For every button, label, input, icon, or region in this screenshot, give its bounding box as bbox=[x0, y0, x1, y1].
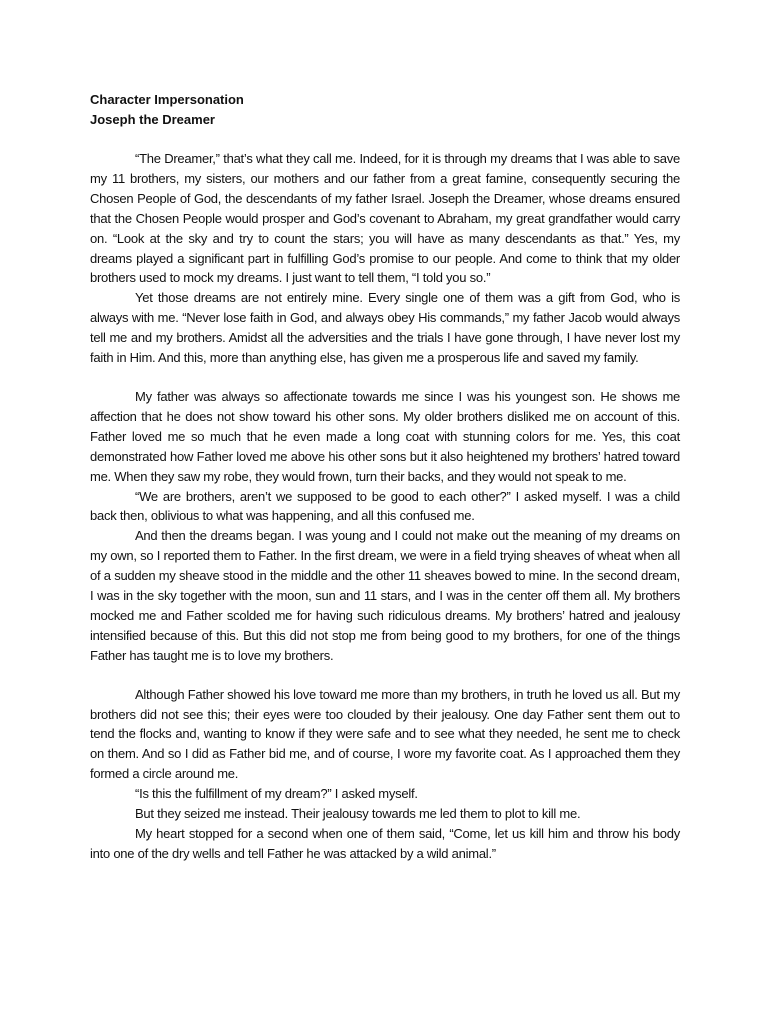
document-title: Character Impersonation bbox=[90, 92, 244, 107]
section-spacer bbox=[90, 368, 680, 387]
paragraph: But they seized me instead. Their jealousy towards me led them to plot to kill me. bbox=[135, 806, 581, 822]
paragraph: “We are brothers, aren’t we supposed to be good to each other?” I asked myself. I was a child back then, oblivious to what was happening, and all this confused me. bbox=[90, 488, 680, 524]
paragraph: My heart stopped for a second when one of them said, “Come, let us kill him and throw his body into one of the dry wells and tell Father he was attacked by a wild animal.” bbox=[90, 826, 680, 861]
section-spacer bbox=[90, 666, 680, 685]
paragraph: My father was always so affectionate towards me since I was his youngest son. He shows me affection that he does not show toward his other sons. My older brothers disliked me on account of this. Father loved me so much that he even made a long coat with stunning colors for me. Yes, this coat demonstrated how Father loved me above his other sons but it also heightened my brothers’ hatred toward me. When they saw my robe, they would frown, turn their backs, and they would not speak to me. bbox=[90, 388, 680, 484]
spacer bbox=[90, 130, 680, 149]
paragraph: And then the dreams began. I was young and I could not make out the meaning of my dreams on my own, so I reported them to Father. In the first dream, we were in a field trying sheaves of wheat when all of a sudden my sheave stood in the middle and the other 11 sheaves bowed to mine. In the second dream, I was in the sky together with the moon, sun and 11 stars, and I was in the center off them all. My brothers mocked me and Father scolded me for having such ridiculous dreams. My brothers’ hatred and jealousy intensified because of this. But this did not stop me from being good to my brothers, for one of the things Father has taught me is to love my brothers. bbox=[90, 528, 680, 663]
paragraph: “Is this the fulfillment of my dream?” I asked myself. bbox=[135, 786, 418, 802]
paragraph: Although Father showed his love toward me more than my brothers, in truth he loved us all. But my brothers did not see this; their eyes were too clouded by their jealousy. One day Father sent them out to tend the flocks and, wanting to know if they were safe and to see what they needed, he sent me to check on them. And so I did as Father bid me, and of course, I wore my favorite coat. As I approached them they formed a circle around me. bbox=[90, 686, 680, 782]
document-subtitle: Joseph the Dreamer bbox=[90, 112, 215, 127]
paragraph: “The Dreamer,” that’s what they call me. Indeed, for it is through my dreams that I was able to save my 11 brothers, my sisters, our mothers and our father from a great famine, consequently securing the Chosen People of God, the descendants of my father Israel. Joseph the Dreamer, whose dreams ensured that the Chosen People would prosper and God’s covenant to Abraham, my great grandfather would carry on. “Look at the sky and try to count the stars; you will have as many descendants as that.” Yes, my dreams played a significant part in fulfilling God’s promise to our people. And come to think that my older brothers used to mock my dreams. I just want to tell them, “I told you so.” bbox=[90, 151, 680, 286]
document-body bbox=[90, 90, 680, 864]
paragraph: Yet those dreams are not entirely mine. Every single one of them was a gift from God, who is always with me. “Never lose faith in God, and always obey His commands,” my father Jacob would always tell me and my brothers. Amidst all the adversities and the trials I have gone through, I have never lost my faith in Him. And this, more than anything else, has given me a prosperous life and saved my family. bbox=[90, 290, 680, 366]
